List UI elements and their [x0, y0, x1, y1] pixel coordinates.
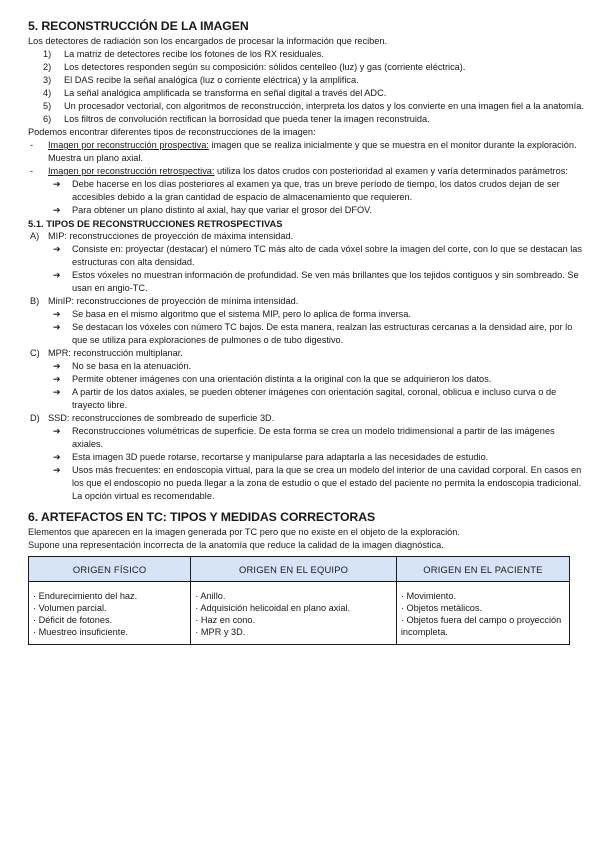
recon-point: ➔ Se basa en el mismo algoritmo que el sistema MIP, pero lo aplica de forma inversa.: [53, 309, 411, 319]
section-6-title: 6. ARTEFACTOS EN TC: TIPOS Y MEDIDAS CORRECTORAS: [28, 510, 376, 524]
list-item: · Haz en cono.: [195, 615, 256, 625]
list-item: · Anillo.: [195, 591, 226, 601]
list-item: · Objetos fuera del campo o proyección incompleta.: [400, 615, 562, 637]
arrow-icon: ➔: [53, 465, 61, 475]
table-header-row: [29, 557, 570, 582]
list-item: · Muestreo insuficiente.: [33, 627, 128, 637]
recon-point: ➔ Consiste en: proyectar (destacar) el número TC más alto de cada vóxel sobre la imagen del corte, con lo que se destacan las estructuras con alta densidad.: [53, 244, 583, 267]
arrow-icon: ➔: [53, 426, 61, 436]
recon-point: ➔ A partir de los datos axiales, se pueden obtener imágenes con orientación sagital, coronal, oblicua e incluso curva o de trayecto libre.: [53, 387, 557, 410]
arrow-icon: ➔: [53, 244, 61, 254]
list-item: 4) La señal analógica amplificada se transforma en señal digital a través del ADC.: [43, 88, 387, 98]
list-item: 3) El DAS recibe la señal analógica (luz o corriente eléctrica) y la amplifica.: [43, 75, 359, 85]
list-item: · Volumen parcial.: [33, 603, 107, 613]
equipment-origin-cell: [191, 582, 397, 645]
retro-point: ➔ Debe hacerse en los días posteriores al examen ya que, tras un breve período de tiempo, los datos crudos dejan de ser accesibles debido a la gran cantidad de espacio de almacenamiento que requieren.: [53, 179, 560, 202]
list-item: · Objetos metálicos.: [400, 603, 483, 613]
types-intro: Podemos encontrar diferentes tipos de reconstrucciones de la imagen:: [28, 127, 316, 137]
arrow-icon: ➔: [53, 361, 61, 371]
section-5-1-title: 5.1. TIPOS DE RECONSTRUCCIONES RETROSPECTIVAS: [28, 218, 283, 229]
type-prospective: - Imagen por reconstrucción prospectiva: imagen que se realiza inicialmente y que se muestra en el monitor durante la exploración. Muestra un plano axial.: [30, 140, 577, 163]
arrow-icon: ➔: [53, 322, 61, 332]
list-item: 1) La matriz de detectores recibe los fotones de los RX residuales.: [43, 49, 324, 59]
header-equipment-origin: ORIGEN EN EL EQUIPO: [191, 557, 397, 582]
recon-point: ➔ Usos más frecuentes: en endoscopia virtual, para la que se crea un modelo del interior de una cavidad corporal. En casos en los que el endoscopio no pueda llegar a la zona de estudio o que el estado del paciente no permita la endoscopia tradicional. La opción virtual es recomendable.: [53, 465, 582, 501]
list-item: · Adquisición helicoidal en plano axial.: [195, 603, 351, 613]
retro-point: ➔ Para obtener un plano distinto al axial, hay que variar el grosor del DFOV.: [53, 205, 372, 215]
list-item: · Movimiento.: [400, 591, 457, 601]
header-patient-origin: ORIGEN EN EL PACIENTE: [396, 557, 569, 582]
table-row: [29, 582, 570, 645]
recon-type-minip: B) MinIP: reconstrucciones de proyección de mínima intensidad.: [30, 296, 299, 306]
recon-point: ➔ No se basa en la atenuación.: [53, 361, 192, 371]
reconstruction-steps-list: [28, 48, 588, 126]
recon-point: ➔ Reconstrucciones volumétricas de superficie. De esta forma se crea un modelo tridimensional a partir de las imágenes axiales.: [53, 426, 555, 449]
section-5-title: 5. RECONSTRUCCIÓN DE LA IMAGEN: [28, 19, 249, 33]
recon-type-mip: A) MIP: reconstrucciones de proyección de máxima intensidad.: [30, 231, 294, 241]
recon-type-mpr: C) MPR: reconstrucción multiplanar.: [30, 348, 183, 358]
artifacts-table: [28, 556, 570, 645]
arrow-icon: ➔: [53, 452, 61, 462]
arrow-icon: ➔: [53, 179, 61, 189]
arrow-icon: ➔: [53, 205, 61, 215]
patient-origin-cell: [396, 582, 569, 645]
section-5-intro: Los detectores de radiación son los encargados de procesar la información que reciben.: [28, 36, 388, 46]
recon-point: ➔ Esta imagen 3D puede rotarse, recortarse y manipularse para adaptarla a las necesidades de estudio.: [53, 452, 489, 462]
list-item: 5) Un procesador vectorial, con algoritmos de reconstrucción, interpreta los datos y los convierte en una imagen fiel a la anatomía.: [43, 101, 584, 111]
arrow-icon: ➔: [53, 374, 61, 384]
section-6-intro-2: Supone una representación incorrecta de la anatomía que reduce la calidad de la imagen diagnóstica.: [28, 540, 444, 550]
list-item: · Déficit de fotones.: [33, 615, 113, 625]
list-item: · Endurecimiento del haz.: [33, 591, 138, 601]
recon-type-ssd: D) SSD: reconstrucciones de sombreado de superficie 3D.: [30, 413, 275, 423]
list-item: 2) Los detectores responden según su composición: sólidos centelleo (luz) y gas (corriente eléctrica).: [43, 62, 466, 72]
recon-point: ➔ Se destacan los vóxeles con número TC bajos. De esta manera, realzan las estructuras cercanas a la densidad aire, por lo que se utiliza para exploraciones de pulmones o de tubo digestivo.: [53, 322, 573, 345]
arrow-icon: ➔: [53, 387, 61, 397]
physical-origin-cell: [29, 582, 191, 645]
header-physical-origin: ORIGEN FÍSICO: [29, 557, 191, 582]
arrow-icon: ➔: [53, 309, 61, 319]
arrow-icon: ➔: [53, 270, 61, 280]
dash-bullet: -: [30, 140, 34, 150]
list-item: · MPR y 3D.: [195, 627, 246, 637]
recon-point: ➔ Permite obtener imágenes con una orientación distinta a la original con la que se adquirieron los datos.: [53, 374, 492, 384]
list-item: 6) Los filtros de convolución rectifican la borrosidad que pueda tener la imagen reconstruida.: [43, 114, 430, 124]
recon-point: ➔ Estos vóxeles no muestran información de profundidad. Se ven más brillantes que los tejidos contiguos y sin sombreado. Se usan en angio-TC.: [53, 270, 579, 293]
dash-bullet: -: [30, 166, 34, 176]
type-retrospective: - Imagen por reconstrucción retrospectiva: utiliza los datos crudos con posterioridad al examen y varía determinados parámetros:: [30, 166, 568, 176]
section-6-intro-1: Elementos que aparecen en la imagen generada por TC pero que no existe en el objeto de la exploración.: [28, 527, 460, 537]
